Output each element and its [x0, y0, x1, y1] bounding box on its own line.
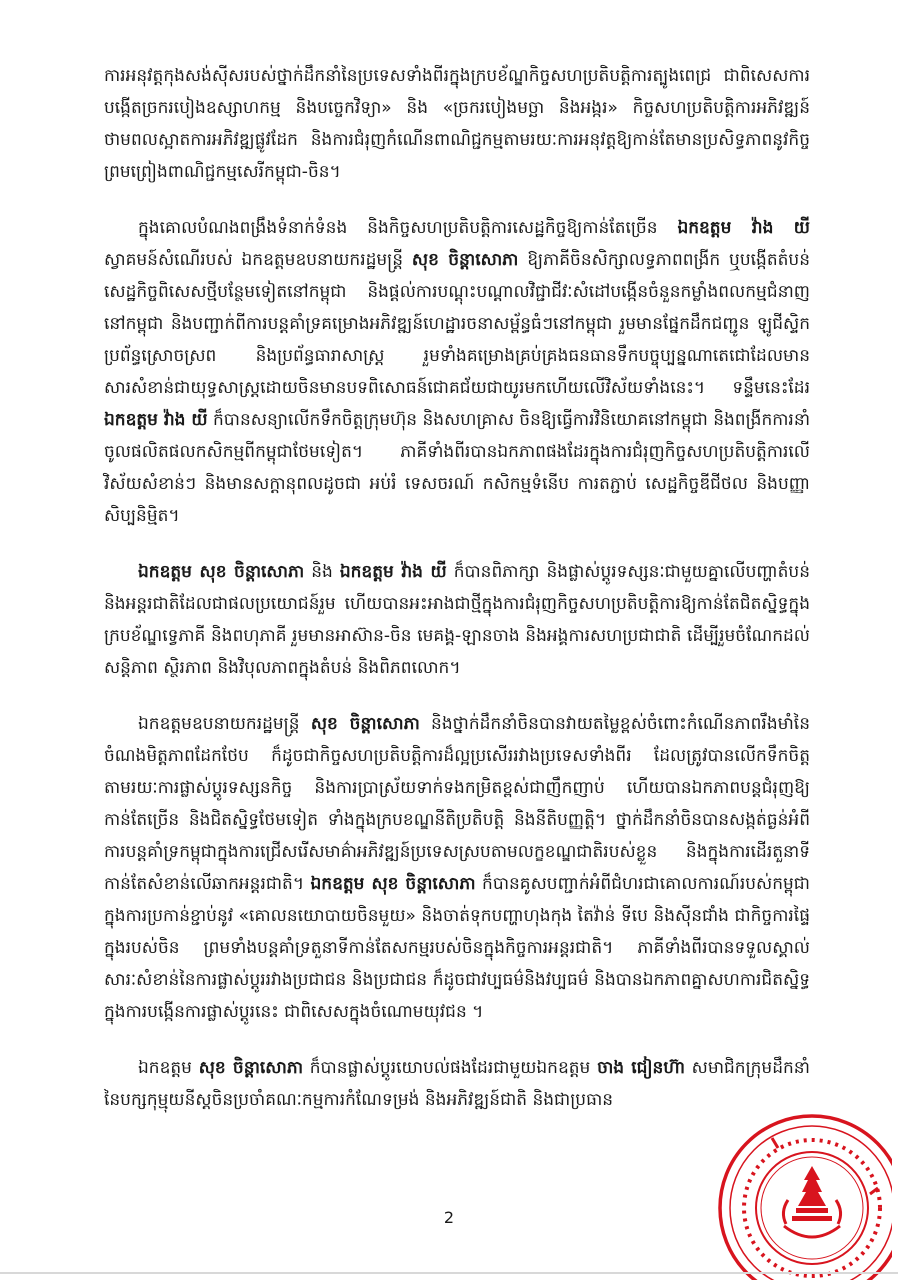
paragraph: [104, 1052, 810, 1116]
paragraph: [104, 60, 810, 188]
bold-name: សុខ ចិន្តាសោភា: [411, 250, 519, 270]
text-run: ឯកឧត្តម: [138, 1058, 199, 1078]
text-run: និងថ្នាក់ដឹកនាំចិនបានវាយតម្លៃខ្ពស់ចំពោះកំណើនភាពរឹងមាំនៃចំណងមិត្តភាពដែកថែប ក៏ដូចជាកិច្ចសហប្រតិបត្តិការដ៏ល្អប្រសើររវាងប្រទេសទាំងពីរ ដែលត្រូវបានលើកទឹកចិត្តតាមរយៈការផ្លាស់ប្តូរទស្សនកិច្ច និងការប្រាស្រ័យទាក់ទងកម្រិតខ្ពស់ជាញឹកញាប់ ហើយបានឯកភាពបន្តជំរុញឱ្យកាន់តែច្រើន និងជិតស្និទ្ធថែមទៀត ទាំងក្នុងក្របខណ្ឌនីតិប្រតិបត្តិ និងនីតិបញ្ញត្តិ។ ថ្នាក់ដឹកនាំចិនបានសង្កត់ធ្ងន់អំពីការបន្តគាំទ្រកម្ពុជាក្នុងការជ្រើសរើសមាគ៌ាអភិវឌ្ឍន៍ប្រទេសស្របតាមលក្ខខណ្ឌជាតិរបស់ខ្លួន និងក្នុងការដើរតួនាទីកាន់តែសំខាន់លើឆាកអន្តរជាតិ។: [104, 714, 810, 894]
document-body: [104, 60, 810, 1116]
paragraph: [104, 708, 810, 1028]
paragraph: [104, 556, 810, 684]
bold-name: ចាង ជៀនហ៊ា: [597, 1058, 685, 1078]
text-run: ក៏បានផ្លាស់ប្តូរយោបល់ផងដែរជាមួយឯកឧត្តម: [303, 1058, 598, 1078]
text-run: ស្វាគមន៍សំណើរបស់ ឯកឧត្តមឧបនាយករដ្ឋមន្ត្រី: [104, 250, 412, 270]
page-number: 2: [443, 1208, 455, 1227]
bold-name: សុខ ចិន្តាសោភា: [198, 1058, 304, 1078]
bold-name: ឯកឧត្តម សុខ ចិន្តាសោភា: [310, 874, 476, 894]
text-run: ឯកឧត្តមឧបនាយករដ្ឋមន្ត្រី: [138, 714, 311, 734]
text-run: ក៏បានសន្យាលើកទឹកចិត្តក្រុមហ៊ុន និងសហគ្រាស ចិនឱ្យធ្វើការវិនិយោគនៅកម្ពុជា និងពង្រីកការនាំចូលផលិតផលកសិកម្មពីកម្ពុជាថែមទៀត។ ភាគីទាំងពីរបានឯកភាពផងដែរក្នុងការជំរុញកិច្ចសហប្រតិបត្តិការលើវិស័យសំខាន់ៗ និងមានសក្តានុពលដូចជា អប់រំ ទេសចរណ៍ កសិកម្មទំនើប ការតភ្ជាប់ សេដ្ឋកិច្ចឌីជីថល និងបញ្ញាសិប្បនិម្មិត។: [104, 410, 811, 526]
page-bottom-edge: [0, 1272, 898, 1274]
text-run: ក្នុងគោលបំណងពង្រឹងទំនាក់ទំនង និងកិច្ចសហប្រតិបត្តិការសេដ្ឋកិច្ចឱ្យកាន់តែច្រើន: [138, 218, 678, 238]
text-run: សមាជិកក្រុមដឹកនាំនៃបក្សកុម្មុយនីស្តចិនប្រចាំគណៈកម្មការកំណែទម្រង់ និងអភិវឌ្ឍន៍ជាតិ និងជាប្រធាន: [104, 1058, 810, 1110]
bold-name: ឯកឧត្តម វ៉ាង យី: [677, 218, 810, 238]
text-run: ក៏បានពិភាក្សា និងផ្លាស់ប្តូរទស្សនៈជាមួយគ្នាលើបញ្ហាតំបន់ និងអន្តរជាតិដែលជាផលប្រយោជន៍រួម ហើយបានអះអាងជាថ្មីក្នុងការជំរុញកិច្ចសហប្រតិបត្តិការឱ្យកាន់តែជិតស្និទ្ធក្នុងក្របខ័ណ្ឌទ្វេភាគី និងពហុភាគី រួមមានអាស៊ាន-ចិន មេគង្គ-ឡានចាង និងអង្គការសហប្រជាជាតិ ដើម្បីរួមចំណែកដល់សន្តិភាព ស្ថិរភាព និងវិបុលភាពក្នុងតំបន់ និងពិភពលោក។: [104, 562, 810, 678]
bold-name: ឯកឧត្តម វ៉ាង យី: [339, 562, 447, 582]
bold-name: ឯកឧត្តម សុខ ចិន្តាសោភា: [138, 562, 305, 582]
bold-name: ឯកឧត្តម វ៉ាង យី: [104, 410, 208, 430]
bold-name: សុខ ចិន្តាសោភា: [310, 714, 420, 734]
text-run: ឱ្យភាគីចិនសិក្សាលទ្ធភាពពង្រីក ឬបង្កើតតំបន់សេដ្ឋកិច្ចពិសេសថ្មីបន្ថែមទៀតនៅកម្ពុជា និងផ្តល់ការបណ្តុះបណ្តាលវិជ្ជាជីវៈសំដៅបង្កើនចំនួនកម្លាំងពលកម្មជំនាញនៅកម្ពុជា និងបញ្ជាក់ពីការបន្តគាំទ្រគម្រោងអភិវឌ្ឍន៍ហេដ្ឋារចនាសម្ព័ន្ធធំៗនៅកម្ពុជា រួមមានផ្នែកដឹកជញ្ជូន ឡូជីស្ទិក ប្រព័ន្ធស្រោចស្រព និងប្រព័ន្ធធារាសាស្ត្រ រួមទាំងគម្រោងគ្រប់គ្រងធនធានទឹកបច្ចុប្បន្នណាតេជោដែលមានសារសំខាន់ជាយុទ្ធសាស្ត្រដោយចិនមានបទពិសោធន៍ជោគជ័យជាយូរមកហើយលើវិស័យទាំងនេះ។ ទន្ទឹមនេះដែរ: [104, 250, 810, 398]
text-run: ក៏បានគូសបញ្ជាក់អំពីជំហរជាគោលការណ៍របស់កម្ពុជាក្នុងការប្រកាន់ខ្ជាប់នូវ «គោលនយោបាយចិនមួយ» និងចាត់ទុកបញ្ហាហុងកុង តៃវ៉ាន់ ទីបេ និងស៊ីនជាំង ជាកិច្ចការផ្ទៃក្នុងរបស់ចិន ព្រមទាំងបន្តគាំទ្រតួនាទីកាន់តែសកម្មរបស់ចិនក្នុងកិច្ចការអន្តរជាតិ។ ភាគីទាំងពីរបានទទួលស្គាល់សារៈសំខាន់នៃការផ្លាស់ប្តូររវាងប្រជាជន និងប្រជាជន ក៏ដូចជាវប្បធម៌និងវប្បធម៌ និងបានឯកភាពគ្នាសហការជិតស្និទ្ធក្នុងការបង្កើនការផ្លាស់ប្តូរនេះ ជាពិសេសក្នុងចំណោមយុវជន ។: [104, 874, 810, 1022]
text-run: និង: [304, 562, 340, 582]
text-run: ការអនុវត្តកុងសង់ស៊ីសរបស់ថ្នាក់ដឹកនាំនៃប្រទេសទាំងពីរក្នុងក្របខ័ណ្ឌកិច្ចសហប្រតិបត្តិការត្បូងពេជ្រ ជាពិសេសការបង្កើតច្រករបៀងឧស្សាហកម្ម និងបច្ចេកវិទ្យា» និង «ច្រករបៀងមច្ឆា និងអង្ករ» កិច្ចសហប្រតិបត្តិការអភិវឌ្ឍន៍ថាមពលស្អាតការអភិវឌ្ឍផ្លូវដែក និងការជំរុញកំណើនពាណិជ្ជកម្មតាមរយៈការអនុវត្តឱ្យកាន់តែមានប្រសិទ្ធភាពនូវកិច្ចព្រមព្រៀងពាណិជ្ជកម្មសេរីកម្ពុជា-ចិន។: [104, 66, 810, 182]
paragraph: [104, 212, 810, 532]
official-seal-stamp: [702, 1108, 892, 1280]
